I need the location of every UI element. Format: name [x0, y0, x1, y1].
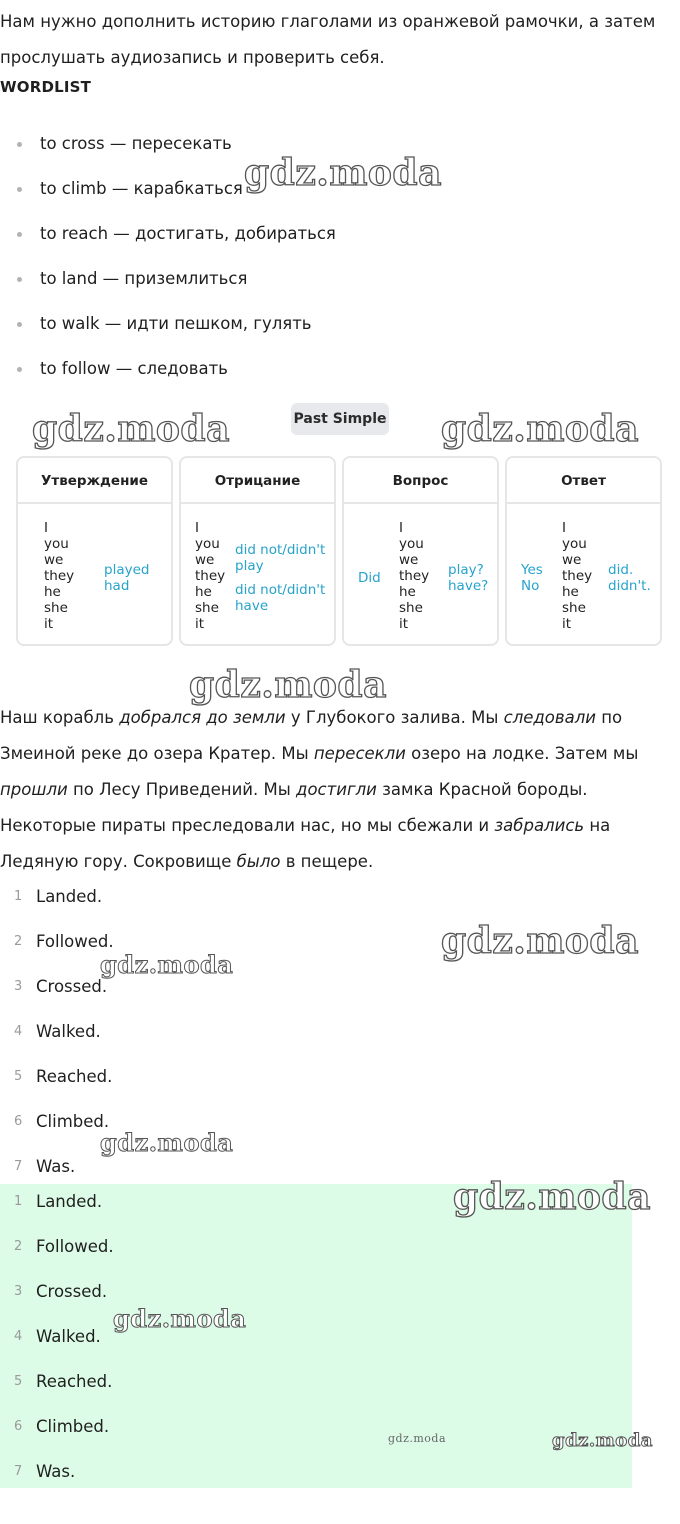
card-title: Ответ	[507, 458, 660, 504]
watermark: gdz.moda	[441, 408, 639, 450]
watermark: gdz.moda	[441, 920, 639, 962]
card-question	[342, 456, 499, 646]
emphasis: было	[236, 852, 281, 871]
watermark: gdz.moda	[113, 1304, 247, 1333]
emphasis: следовали	[503, 708, 597, 727]
answer-yes: Yes	[521, 562, 543, 578]
bullet-dot	[17, 277, 22, 282]
watermark: gdz.moda	[453, 1176, 651, 1218]
emphasis: пересекли	[313, 744, 406, 763]
past-simple-badge: Past Simple	[291, 403, 389, 435]
emphasis: прошли	[0, 780, 68, 799]
card-title: Вопрос	[344, 458, 497, 504]
card-answer	[505, 456, 662, 646]
watermark: gdz.moda	[552, 1430, 653, 1451]
bullet-dot	[17, 322, 22, 327]
verb-form: played	[104, 562, 150, 578]
verb-form: have?	[448, 578, 489, 594]
bullet-dot	[17, 367, 22, 372]
verb-form: play?	[448, 562, 484, 578]
verb-form: had	[104, 578, 130, 594]
watermark: gdz.moda	[388, 1432, 447, 1445]
card-affirmative	[16, 456, 173, 646]
watermark: gdz.moda	[189, 664, 387, 706]
verb-form: did not/didn't play	[235, 542, 326, 574]
pronoun-list: I you we they he she it	[44, 520, 75, 632]
card-title: Отрицание	[181, 458, 334, 504]
auxiliary-did: Did	[358, 570, 381, 586]
verb-form: did not/didn't have	[235, 582, 326, 614]
watermark: gdz.moda	[100, 1128, 234, 1157]
verb-form: didn't.	[608, 578, 651, 594]
pronoun-list: I you we they he she it	[195, 520, 226, 632]
bullet-dot	[17, 187, 22, 192]
card-title: Утверждение	[18, 458, 171, 504]
watermark: gdz.moda	[244, 152, 442, 194]
story-text: Наш корабль добрался до земли у Глубокого залива. Мы следовали по Змеиной реке до озера Кратер. Мы пересекли озеро на лодке. Затем мы прошли по Лесу Приведений. Мы достигли замка Красной бороды. Некоторые пираты преследовали нас, но мы сбежали и забрались на Ледяную гору. Сокровище было в пещере.	[0, 708, 639, 871]
pronoun-list: I you we they he she it	[399, 520, 430, 632]
intro-text: Нам нужно дополнить историю глаголами из оранжевой рамочки, а затем прослушать аудиозапись и проверить себя.	[0, 12, 656, 67]
wordlist-title: WORDLIST	[0, 78, 92, 96]
pronoun-list: I you we they he she it	[562, 520, 593, 632]
watermark: gdz.moda	[100, 950, 234, 979]
emphasis: добрался до земли	[119, 708, 286, 727]
bullet-dot	[17, 232, 22, 237]
verb-form: did.	[608, 562, 634, 578]
answer-no: No	[521, 578, 540, 594]
watermark: gdz.moda	[32, 408, 230, 450]
bullet-dot	[17, 142, 22, 147]
emphasis: достигли	[296, 780, 377, 799]
emphasis: забрались	[494, 816, 585, 835]
card-negative	[179, 456, 336, 646]
